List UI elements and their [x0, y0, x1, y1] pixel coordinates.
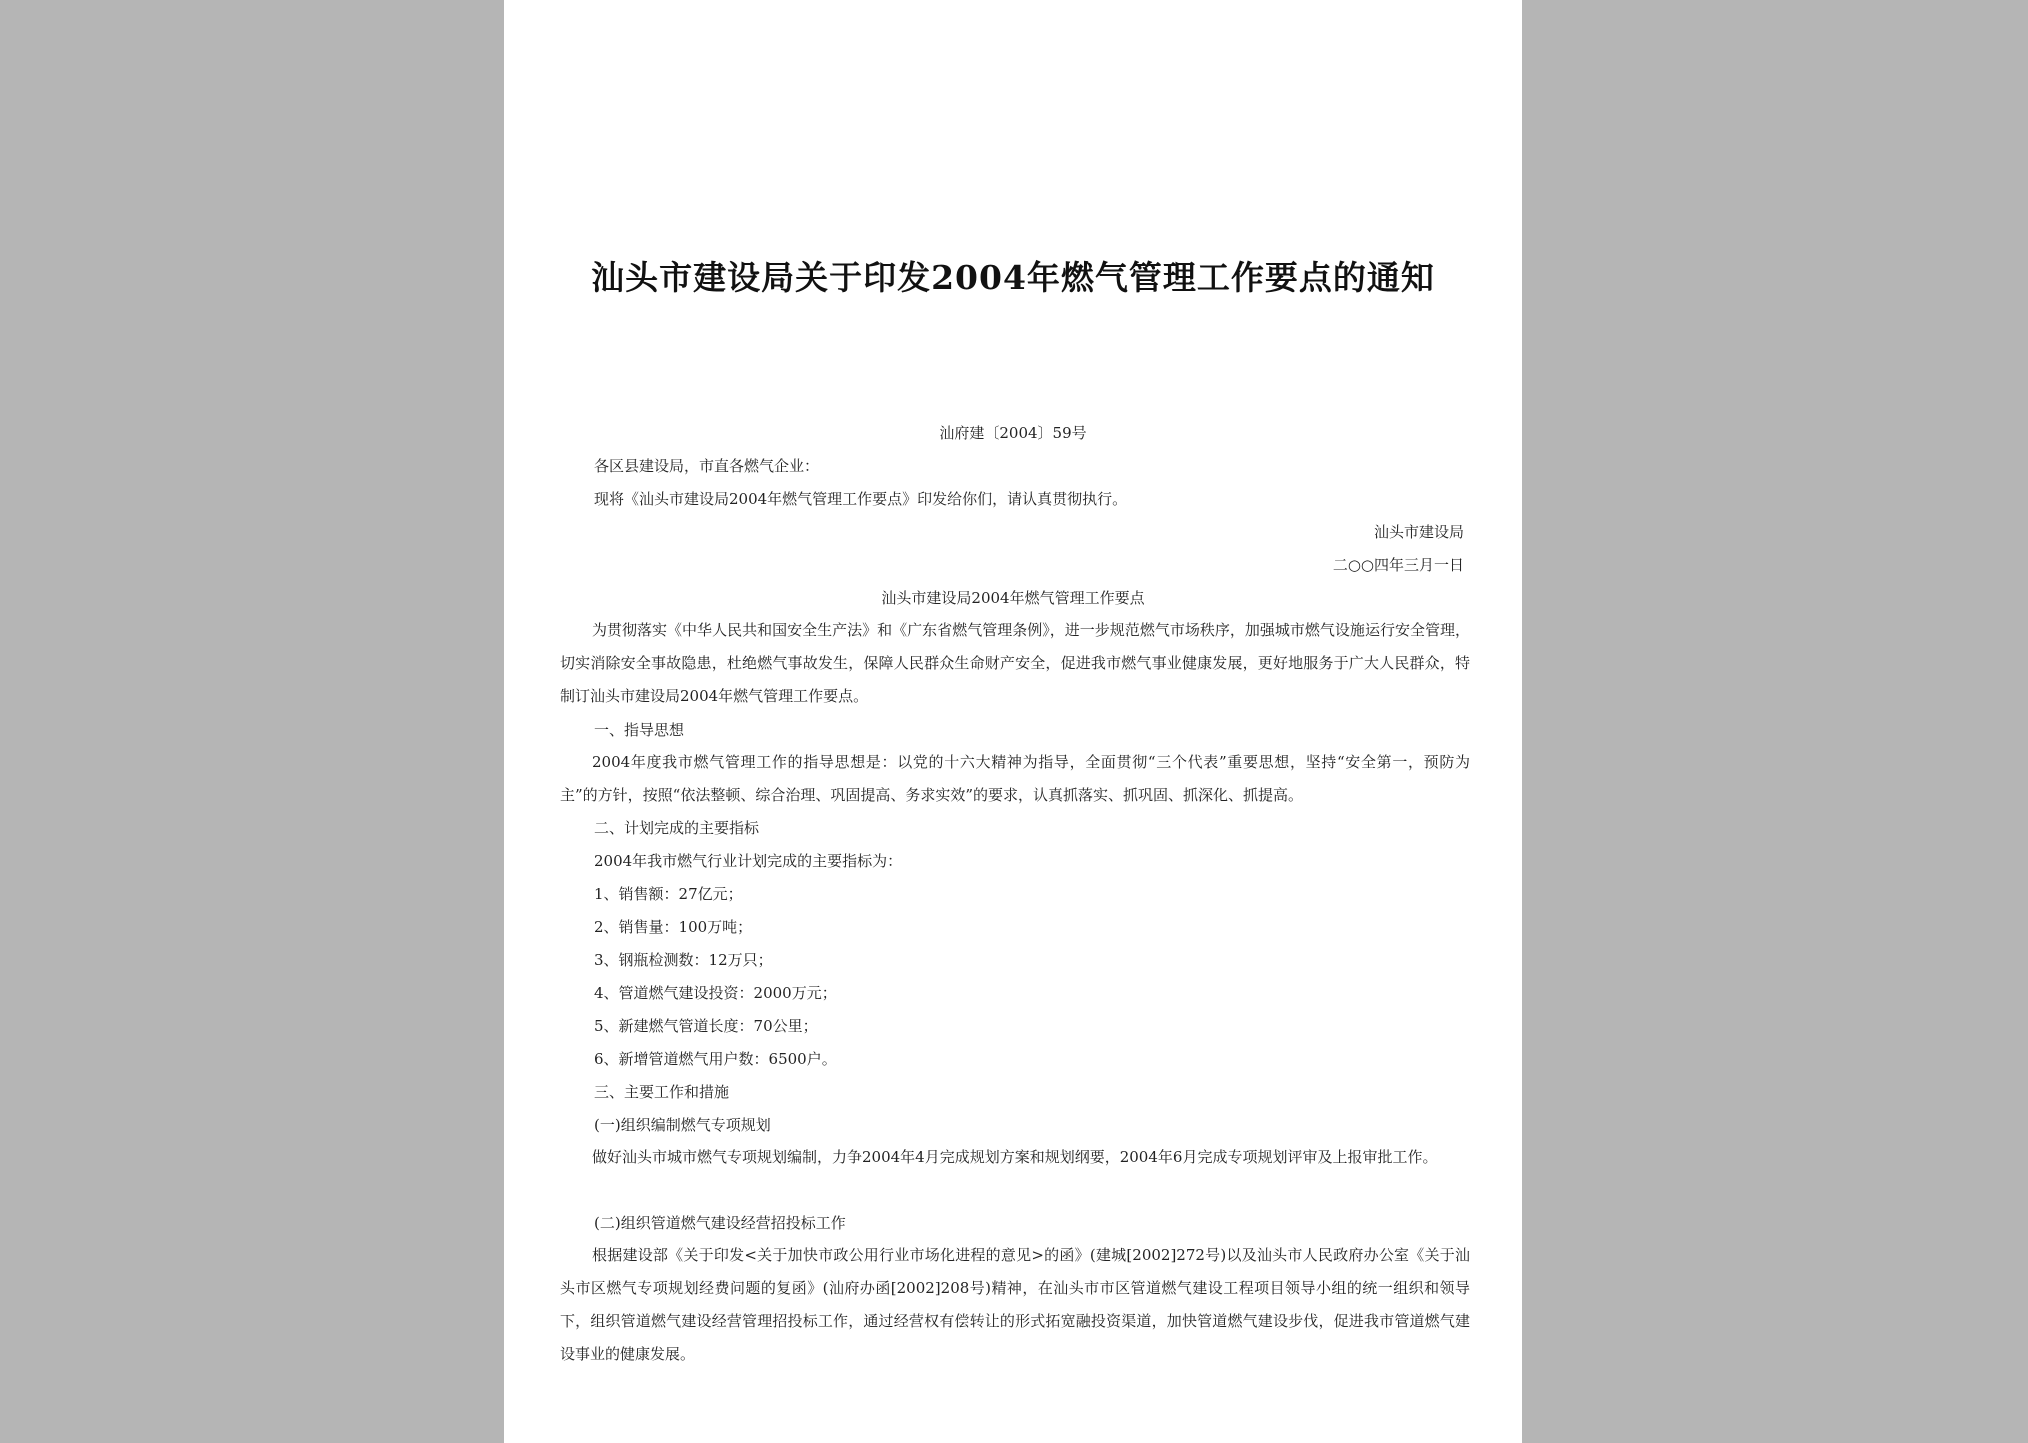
indicator-item: 5、新建燃气管道长度：70公里；	[594, 1017, 818, 1035]
issue-date: 二○○四年三月一日	[1332, 556, 1464, 574]
indicator-item: 1、销售额：27亿元；	[594, 885, 743, 903]
section-3-heading: 三、主要工作和措施	[594, 1083, 730, 1101]
preamble-paragraph: 为贯彻落实《中华人民共和国安全生产法》和《广东省燃气管理条例》，进一步规范燃气市场秩序，加强城市燃气设施运行安全管理，切实消除安全事故隐患，杜绝燃气事故发生，保障人民群众生命财产安全，促进我市燃气事业健康发展，更好地服务于广大人民群众，特制订汕头市建设局2004年燃气管理工作要点。	[560, 621, 1470, 705]
subsection-1-heading: (一)组织编制燃气专项规划	[594, 1116, 771, 1134]
section-2-heading: 二、计划完成的主要指标	[594, 819, 760, 837]
section-1-body: 2004年度我市燃气管理工作的指导思想是：以党的十六大精神为指导，全面贯彻“三个代表”重要思想，坚持“安全第一，预防为主”的方针，按照“依法整顿、综合治理、巩固提高、务求实效”的要求，认真抓落实、抓巩固、抓深化、抓提高。	[560, 753, 1470, 804]
document-number: 汕府建〔2004〕59号	[939, 424, 1087, 442]
document-title: 汕头市建设局关于印发2004年燃气管理工作要点的通知	[591, 258, 1435, 297]
section-1-heading: 一、指导思想	[594, 721, 685, 739]
indicator-item: 6、新增管道燃气用户数：6500户。	[594, 1050, 837, 1068]
section-2-intro: 2004年我市燃气行业计划完成的主要指标为：	[594, 852, 903, 870]
indicator-item: 3、钢瓶检测数：12万只；	[594, 951, 773, 969]
subsection-1-body: 做好汕头市城市燃气专项规划编制，力争2004年4月完成规划方案和规划纲要，2004年6月完成专项规划评审及上报审批工作。	[592, 1148, 1438, 1166]
subtitle: 汕头市建设局2004年燃气管理工作要点	[881, 589, 1145, 607]
subsection-2-body: 根据建设部《关于印发<关于加快市政公用行业市场化进程的意见>的函》(建城[2002]272号)以及汕头市人民政府办公室《关于汕头市区燃气专项规划经费问题的复函》(汕府办函[2002]208号)精神，在汕头市市区管道燃气建设工程项目领导小组的统一组织和领导下，组织管道燃气建设经营管理招投标工作，通过经营权有偿转让的形式拓宽融投资渠道，加快管道燃气建设步伐，促进我市管道燃气建设事业的健康发展。	[560, 1246, 1470, 1363]
indicator-item: 2、销售量：100万吨；	[594, 918, 753, 936]
document-page	[504, 0, 1522, 1443]
addressee: 各区县建设局，市直各燃气企业：	[594, 457, 820, 475]
intro-text: 现将《汕头市建设局2004年燃气管理工作要点》印发给你们，请认真贯彻执行。	[594, 490, 1128, 508]
issuer: 汕头市建设局	[1373, 523, 1464, 541]
subsection-2-heading: (二)组织管道燃气建设经营招投标工作	[594, 1214, 846, 1232]
indicator-item: 4、管道燃气建设投资：2000万元；	[594, 984, 837, 1002]
